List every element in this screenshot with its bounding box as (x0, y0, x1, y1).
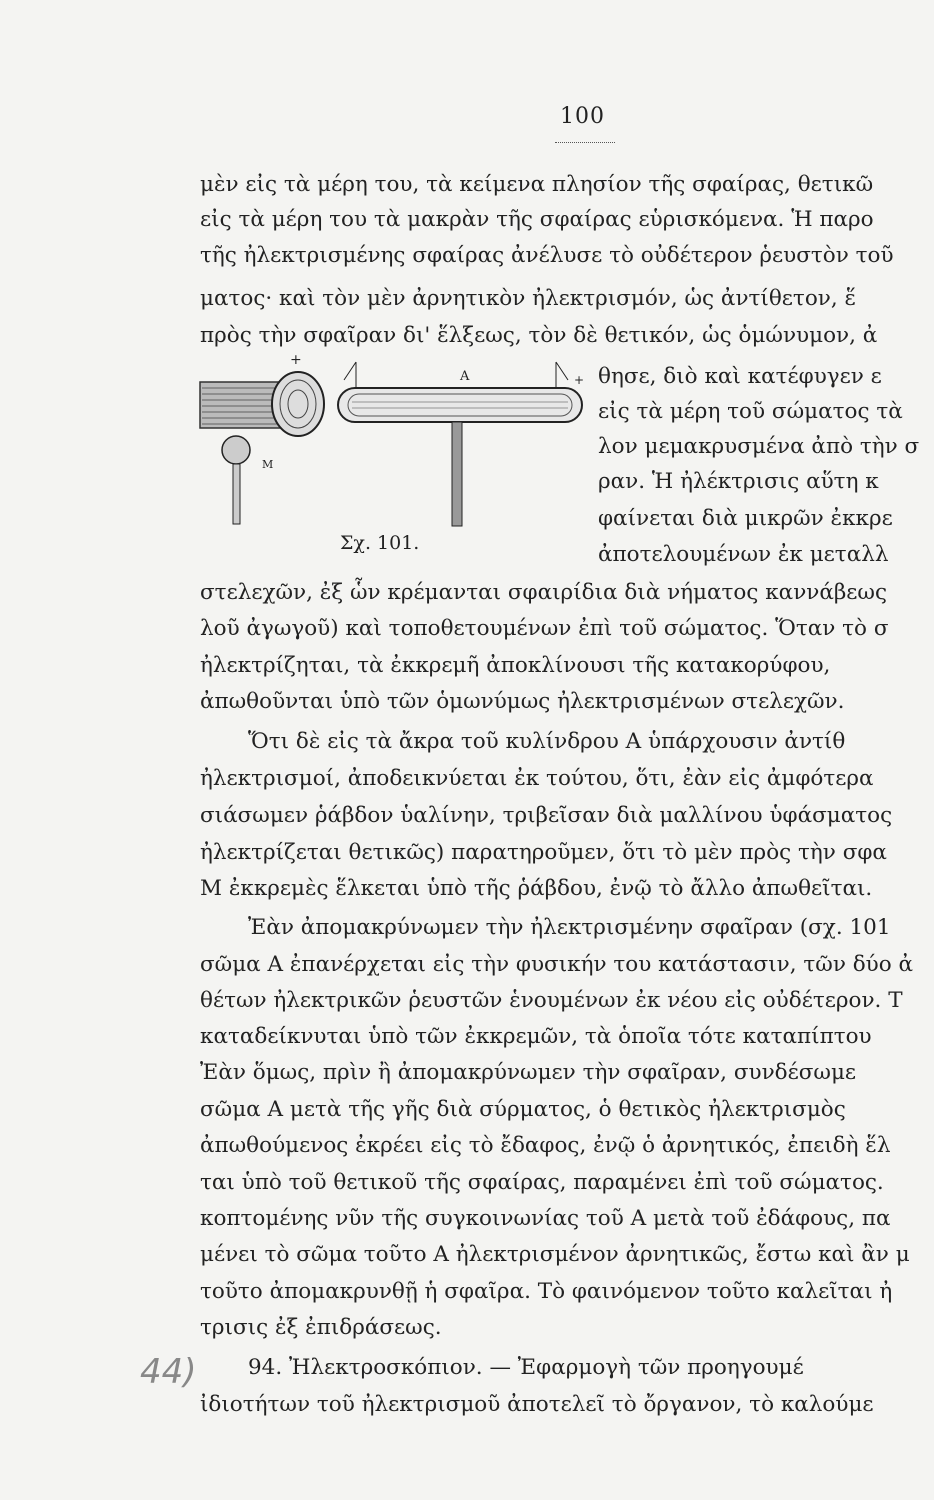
text-line: ἠλεκτρίζεται θετικῶς) παρατηροῦμεν, ὅτι τὸ μὲν πρὸς τὴν σφα (200, 840, 887, 865)
text-line: θησε, διὸ καὶ κατέφυγεν ε (598, 364, 882, 389)
cylinder-label-A: A (460, 369, 470, 384)
text-line: λοῦ ἀγωγοῦ) καὶ τοποθετουμένων ἐπὶ τοῦ σώματος. Ὅταν τὸ σ (200, 616, 889, 641)
text-line: σιάσωμεν ῥάβδον ὑαλίνην, τριβεῖσαν διὰ μαλλίνου ὑφάσματος (200, 803, 893, 828)
plus-label-right: + (574, 373, 585, 387)
page-number-rule (555, 142, 615, 143)
pendulum-label-M: M (262, 458, 274, 471)
text-line: ἠλεκτρισμοί, ἀποδεικνύεται ἐκ τούτου, ὅτι, ἐὰν εἰς ἀμφότερα (200, 766, 874, 791)
text-line: ματος· καὶ τὸν μὲν ἀρνητικὸν ἠλεκτρισμόν, ὡς ἀντίθετον, ἕ (200, 286, 857, 311)
page-number: 100 (560, 104, 605, 129)
figure-caption: Σχ. 101. (340, 532, 420, 554)
text-line: μὲν εἰς τὰ μέρη του, τὰ κείμενα πλησίον τῆς σφαίρας, θετικῶ (200, 172, 874, 197)
plus-label-left: + (290, 352, 302, 368)
text-line: ραν. Ἡ ἠλέκτρισις αὕτη κ (598, 469, 879, 494)
text-line: στελεχῶν, ἐξ ὧν κρέμανται σφαιρίδια διὰ νήματος καννάβεως (200, 580, 887, 605)
text-line: ται ὑπὸ τοῦ θετικοῦ τῆς σφαίρας, παραμένει ἐπὶ τοῦ σώματος. (200, 1170, 884, 1195)
cylinder-A-drawing (338, 362, 584, 526)
text-line: Ἐὰν ἀπομακρύνωμεν τὴν ἠλεκτρισμένην σφαῖραν (σχ. 101 (248, 915, 891, 940)
text-line: τοῦτο ἀπομακρυνθῇ ἡ σφαῖρα. Τὸ φαινόμενον τοῦτο καλεῖται ἠ (200, 1279, 893, 1304)
text-line: εἰς τὰ μέρη του τὰ μακρὰν τῆς σφαίρας εὑρισκόμενα. Ἡ παρο (200, 207, 874, 232)
text-line: φαίνεται διὰ μικρῶν ἐκκρε (598, 506, 893, 531)
text-line: Ἐὰν ὅμως, πρὶν ἢ ἀπομακρύνωμεν τὴν σφαῖραν, συνδέσωμε (200, 1060, 857, 1085)
figure-101 (196, 352, 592, 562)
text-line: M ἐκκρεμὲς ἕλκεται ὑπὸ τῆς ῥάβδου, ἐνῷ τὸ ἄλλο ἀπωθεῖται. (200, 876, 873, 901)
text-line: ἠλεκτρίζηται, τὰ ἐκκρεμῆ ἀποκλίνουσι τῆς κατακορύφου, (200, 653, 831, 678)
text-line: πρὸς τὴν σφαῖραν δι' ἕλξεως, τὸν δὲ θετικόν, ὡς ὁμώνυμον, ἀ (200, 323, 878, 348)
text-line: ἀπωθοῦνται ὑπὸ τῶν ὁμωνύμως ἠλεκτρισμένων στελεχῶν. (200, 689, 845, 714)
text-line: λον μεμακρυσμένα ἀπὸ τὴν σ (598, 434, 920, 459)
text-line: τῆς ἠλεκτρισμένης σφαίρας ἀνέλυσε τὸ οὐδέτερον ῥευστὸν τοῦ (200, 243, 894, 268)
text-line: θέτων ἠλεκτρικῶν ῥευστῶν ἑνουμένων ἐκ νέου εἰς οὐδέτερον. Τ (200, 988, 903, 1013)
text-line: ἀπωθούμενος ἐκρέει εἰς τὸ ἔδαφος, ἐνῷ ὁ ἀρνητικός, ἐπειδὴ ἕλ (200, 1133, 891, 1158)
text-line: κοπτομένης νῦν τῆς συγκοινωνίας τοῦ A μετὰ τοῦ ἐδάφους, πα (200, 1206, 891, 1231)
text-line: τρισις ἐξ ἐπιδράσεως. (200, 1315, 442, 1340)
handwritten-margin-note: 44) (140, 1352, 197, 1392)
text-line: ἰδιοτήτων τοῦ ἠλεκτρισμοῦ ἀποτελεῖ τὸ ὄργανον, τὸ καλούμε (200, 1392, 874, 1417)
text-line: καταδείκνυται ὑπὸ τῶν ἐκκρεμῶν, τὰ ὁποῖα τότε καταπίπτου (200, 1024, 872, 1049)
text-line: εἰς τὰ μέρη τοῦ σώματος τὰ (598, 399, 903, 424)
text-line: σῶμα A ἐπανέρχεται εἰς τὴν φυσικήν του κατάστασιν, τῶν δύο ἀ (200, 952, 914, 977)
section-heading-line: 94. Ἠλεκτροσκόπιον. — Ἐφαρμογὴ τῶν προηγουμέ (248, 1355, 804, 1380)
charged-conductor-drawing (200, 352, 324, 524)
text-line: σῶμα A μετὰ τῆς γῆς διὰ σύρματος, ὁ θετικὸς ἠλεκτρισμὸς (200, 1097, 846, 1122)
text-line: Ὅτι δὲ εἰς τὰ ἄκρα τοῦ κυλίνδρου A ὑπάρχουσιν ἀντίθ (248, 729, 846, 754)
text-line: μένει τὸ σῶμα τοῦτο A ἠλεκτρισμένον ἀρνητικῶς, ἔστω καὶ ἂν μ (200, 1242, 910, 1267)
text-line: ἀποτελουμένων ἐκ μεταλλ (598, 542, 889, 567)
